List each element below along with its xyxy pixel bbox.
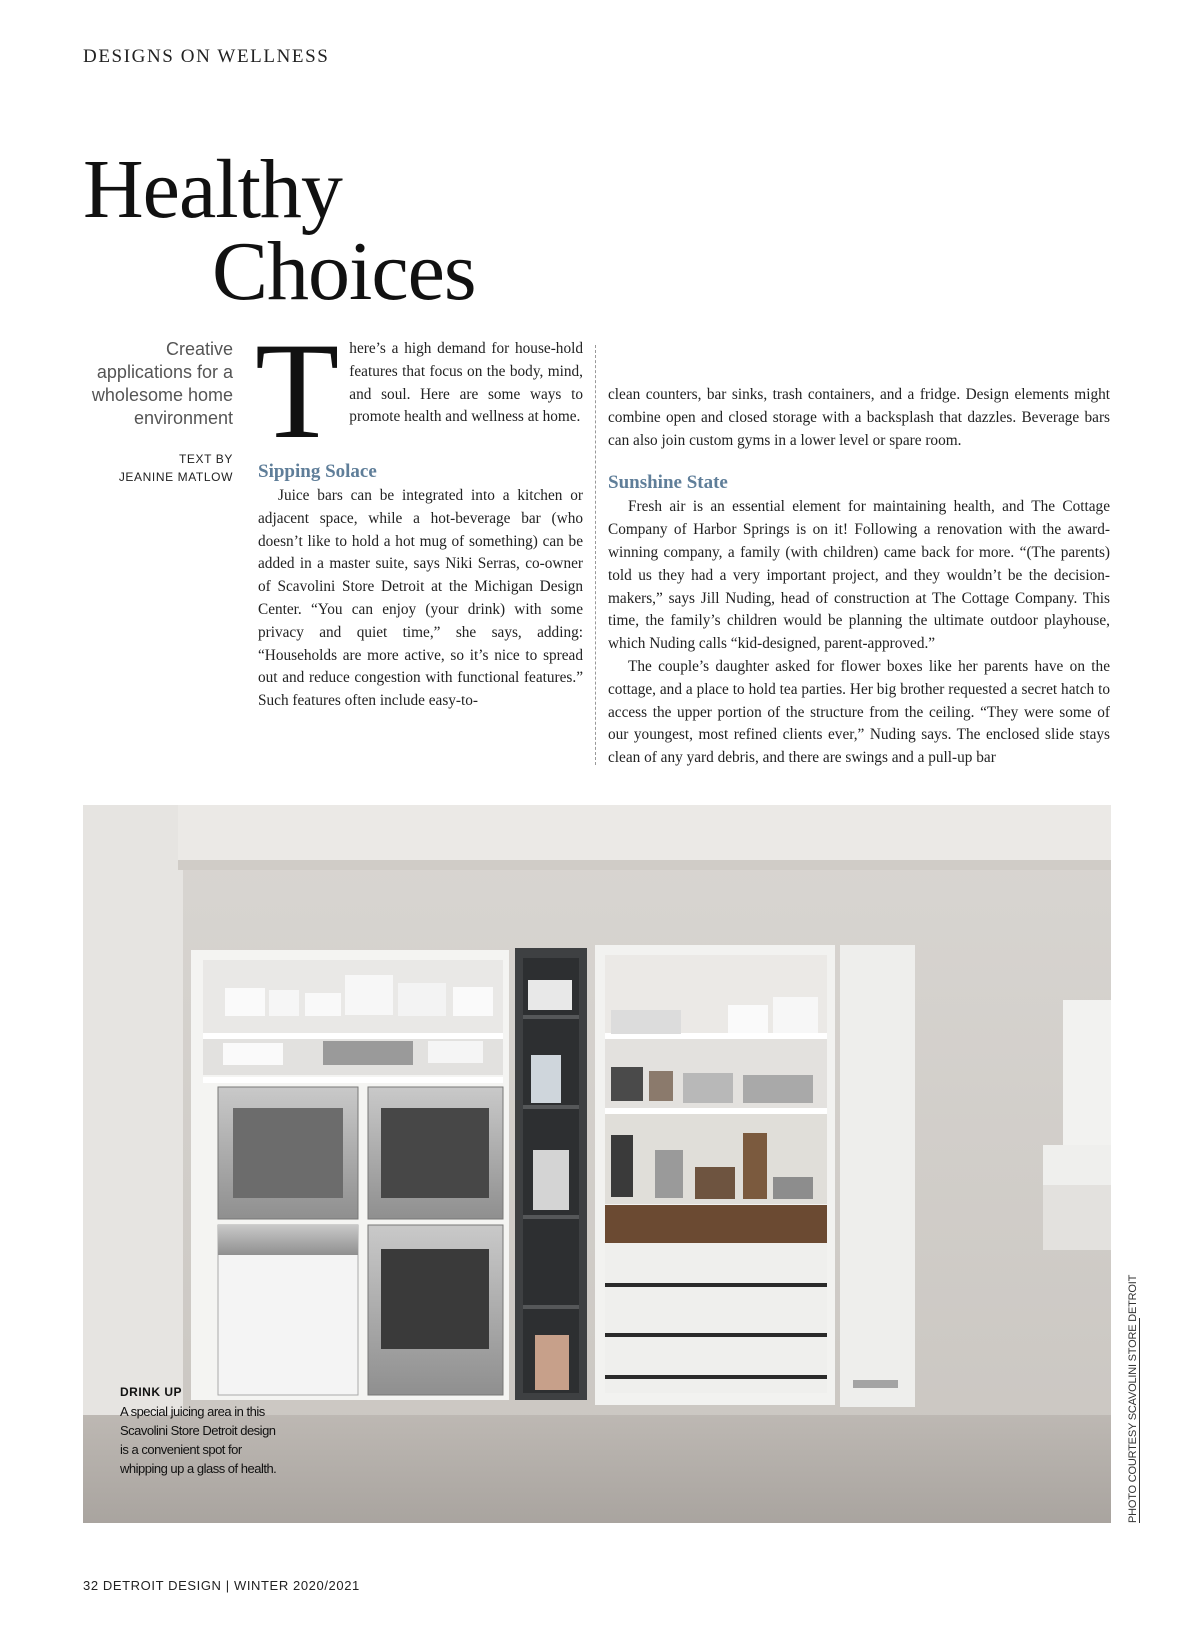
subhead-sunshine-state: Sunshine State xyxy=(608,472,728,494)
caption-text: A special juicing area in this Scavolini Store Detroit design is a convenient spot for whipping up a glass of health. xyxy=(120,1404,277,1476)
photo-caption xyxy=(120,1385,280,1478)
headline-line-1: Healthy xyxy=(83,143,342,236)
sunshine-paragraph-2: The couple’s daughter asked for flower boxes like her parents have on the cottage, and a place to hold tea parties. Her big brother requested a secret hatch to access the upper portion of the structure from the ceiling. “They were some of our youngest, most refined clients ever,” Nuding says. The enclosed slide stays clean of any yard debris, and there are swings and a pull-up bar xyxy=(608,657,1110,767)
byline-author: JEANINE MATLOW xyxy=(118,470,233,484)
byline-label: TEXT BY xyxy=(179,452,233,466)
headline-line-2: Choices xyxy=(212,225,476,318)
sipping-paragraph: Juice bars can be integrated into a kitchen or adjacent space, while a hot-beverage bar (who doesn’t like to hold a hot mug of something) can be added in a master suite, says Niki Serras, co-owner of Scavolini Store Detroit at the Michigan Design Center. “You can enjoy (your drink) with some privacy and quiet time,” she says, adding: “Households are more active, so it’s nice to spread out and reduce congestion with functional features.” Such features often include easy-to- xyxy=(258,487,583,710)
page-footer: 32 DETROIT DESIGN | WINTER 2020/2021 xyxy=(83,1578,360,1593)
column-2 xyxy=(608,384,1110,770)
subhead-sipping-solace: Sipping Solace xyxy=(258,461,377,482)
drop-cap: T xyxy=(255,314,340,467)
column-1 xyxy=(255,314,583,713)
intro-text: here’s a high demand for house-hold features that focus on the body, mind, and soul. Here are some ways to promote health and wellness at home. xyxy=(349,340,583,426)
continued-paragraph: clean counters, bar sinks, trash containers, and a fridge. Design elements might combine open and closed storage with a backsplash that dazzles. Beverage bars can also join custom gyms in a lower level or spare room. xyxy=(608,386,1110,449)
section-label: DESIGNS ON WELLNESS xyxy=(83,46,330,67)
byline xyxy=(70,450,233,486)
column-divider xyxy=(595,345,596,765)
photo-credit: PHOTO COURTESY SCAVOLINI STORE DETROIT xyxy=(1127,1274,1139,1523)
dek: Creative applications for a wholesome home environment xyxy=(91,339,233,428)
intro-paragraph xyxy=(255,314,583,467)
sunshine-paragraph-1: Fresh air is an essential element for maintaining health, and The Cottage Company of Harbor Springs is on it! Following a renovation with the award-winning company, a family (with children) came back for more. “(The parents) told us they had a very important project, and they wouldn’t be the decision-makers,” says Jill Nuding, head of construction at The Cottage Company. This time, the family’s children would be planning the ultimate outdoor playhouse, which Nuding calls “kid-designed, parent-approved.” xyxy=(608,498,1110,653)
caption-title: DRINK UP xyxy=(120,1385,183,1399)
